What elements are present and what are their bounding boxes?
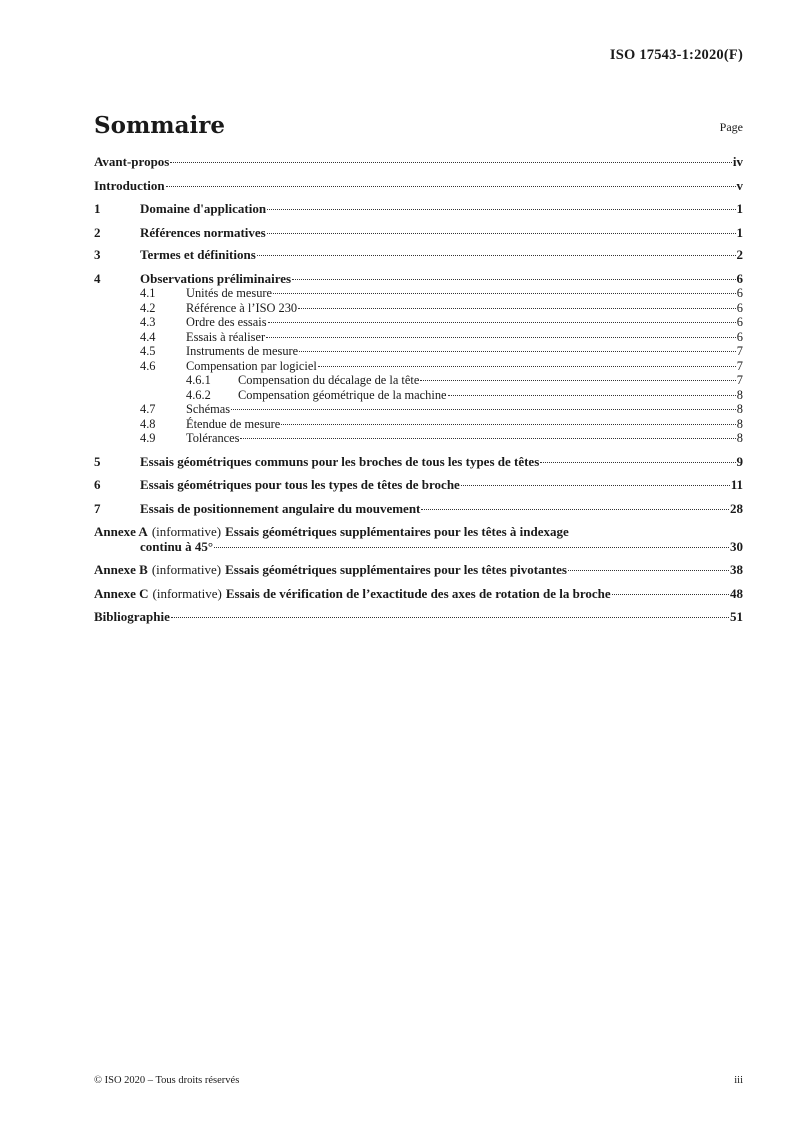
table-of-contents xyxy=(94,155,743,625)
toc-entry-title: Compensation géométrique de la machine xyxy=(238,387,447,402)
toc-entry[interactable] xyxy=(94,344,743,359)
toc-entry-page: 7 xyxy=(736,358,743,373)
dot-leader xyxy=(214,547,729,548)
toc-entry-page: 9 xyxy=(736,453,743,469)
toc-entry-title: Introduction xyxy=(94,177,165,193)
dot-leader xyxy=(299,351,736,352)
dot-leader xyxy=(257,255,736,256)
toc-entry-page: 11 xyxy=(730,477,743,492)
dot-leader xyxy=(568,570,729,571)
toc-entry-number: 4.5 xyxy=(140,344,156,358)
toc-entry-page: 8 xyxy=(736,387,743,402)
dot-leader xyxy=(231,409,736,410)
toc-entry[interactable] xyxy=(94,373,743,388)
toc-entry-page: 8 xyxy=(736,402,743,416)
toc-entry-number: 3 xyxy=(94,247,101,262)
annex-qualifier: (informative) xyxy=(152,585,222,601)
toc-entry-number: 4.4 xyxy=(140,329,156,344)
annex-qualifier: (informative) xyxy=(151,562,222,577)
toc-entry-title: Domaine d'application xyxy=(140,201,267,216)
page-column-label: Page xyxy=(719,120,743,134)
toc-entry-title: Références normatives xyxy=(140,224,266,240)
toc-title: Sommaire xyxy=(94,112,226,139)
toc-entry-title: Ordre des essais xyxy=(186,315,267,329)
toc-entry-page: 1 xyxy=(736,224,743,240)
dot-leader xyxy=(461,485,730,486)
annex-title: Essais géométriques supplémentaires pour les têtes à indexage xyxy=(225,524,569,539)
dot-leader xyxy=(267,209,735,210)
toc-entry-page: 6 xyxy=(736,286,743,300)
toc-entry[interactable] xyxy=(94,455,743,470)
bibliography-page: 51 xyxy=(730,609,743,624)
toc-entry[interactable] xyxy=(94,226,743,241)
toc-entry-title: Compensation par logiciel xyxy=(186,358,317,373)
dot-leader xyxy=(170,162,732,163)
toc-entry[interactable] xyxy=(94,478,743,493)
toc-entry[interactable] xyxy=(94,402,743,417)
toc-annex-entry[interactable] xyxy=(94,587,743,602)
toc-entry-page: 7 xyxy=(736,373,743,387)
annex-label: Annexe C xyxy=(94,585,149,601)
annex-page: 30 xyxy=(730,538,743,554)
dot-leader xyxy=(281,424,736,425)
dot-leader xyxy=(273,293,736,294)
toc-entry-number: 4.6.1 xyxy=(186,373,211,387)
toc-entry-title: Observations préliminaires xyxy=(140,270,292,286)
toc-entry-number: 4.8 xyxy=(140,416,156,431)
toc-entry-page: v xyxy=(736,177,743,193)
annex-qualifier: (informative) xyxy=(151,524,222,539)
toc-entry-title: Essais à réaliser xyxy=(186,329,266,344)
annex-page: 48 xyxy=(730,585,743,601)
annex-page: 38 xyxy=(730,562,743,577)
dot-leader xyxy=(267,233,736,234)
toc-entry-number: 4.6.2 xyxy=(186,387,211,402)
toc-entry-number: 4.3 xyxy=(140,315,156,329)
annex-title: Essais géométriques supplémentaires pour les têtes pivotantes xyxy=(225,562,567,577)
annex-label: Annexe A xyxy=(94,524,148,539)
toc-entry-title: Unités de mesure xyxy=(186,286,273,300)
toc-annex-entry[interactable] xyxy=(94,563,743,578)
toc-entry-title: Étendue de mesure xyxy=(186,416,281,431)
dot-leader xyxy=(292,279,735,280)
toc-entry-title: Instruments de mesure xyxy=(186,344,299,358)
dot-leader xyxy=(420,380,735,381)
toc-entry-page: 28 xyxy=(730,500,743,516)
toc-entry-page: 8 xyxy=(736,431,743,445)
toc-entry-page: 6 xyxy=(736,270,743,286)
toc-entry[interactable] xyxy=(94,502,743,517)
toc-entry[interactable] xyxy=(94,155,743,170)
toc-entry[interactable] xyxy=(94,202,743,217)
toc-entry[interactable] xyxy=(94,301,743,316)
dot-leader xyxy=(268,322,736,323)
toc-entry[interactable] xyxy=(94,272,743,287)
toc-entry-title: Termes et définitions xyxy=(140,247,256,262)
toc-entry[interactable] xyxy=(94,417,743,432)
annex-label: Annexe B xyxy=(94,562,148,577)
toc-entry[interactable] xyxy=(94,388,743,403)
toc-entry[interactable] xyxy=(94,315,743,330)
toc-entry-title: Tolérances xyxy=(186,431,240,445)
toc-entry-title: Essais géométriques pour tous les types de têtes de broche xyxy=(140,477,460,492)
dot-leader xyxy=(612,594,729,595)
toc-entry-title: Essais géométriques communs pour les broches de tous les types de têtes xyxy=(140,453,540,469)
toc-entry[interactable] xyxy=(94,248,743,263)
toc-entry-number: 4.2 xyxy=(140,300,156,315)
dot-leader xyxy=(171,617,729,618)
toc-annex-entry[interactable] xyxy=(94,525,743,554)
toc-bibliography[interactable] xyxy=(94,610,743,625)
footer-copyright: © ISO 2020 – Tous droits réservés xyxy=(94,1075,240,1086)
toc-entry-number: 4.1 xyxy=(140,286,156,300)
toc-entry[interactable] xyxy=(94,179,743,194)
dot-leader xyxy=(318,366,736,367)
toc-entry-page: 6 xyxy=(736,300,743,315)
dot-leader xyxy=(448,395,736,396)
dot-leader xyxy=(540,462,735,463)
toc-entry[interactable] xyxy=(94,431,743,446)
toc-entry-number: 4.6 xyxy=(140,358,156,373)
toc-entry-page: 2 xyxy=(736,247,743,262)
toc-entry-page: 8 xyxy=(736,416,743,431)
toc-entry-page: 7 xyxy=(736,344,743,358)
toc-entry-number: 6 xyxy=(94,477,101,492)
dot-leader xyxy=(266,337,736,338)
toc-entry-number: 4.9 xyxy=(140,431,156,445)
toc-entry-number: 5 xyxy=(94,453,101,469)
toc-entry-title: Référence à l’ISO 230 xyxy=(186,300,298,315)
toc-entry-title: Essais de positionnement angulaire du mouvement xyxy=(140,500,421,516)
dot-leader xyxy=(166,186,736,187)
toc-entry-page: 6 xyxy=(736,315,743,329)
toc-entry-title: Avant-propos xyxy=(94,154,170,169)
toc-entry[interactable] xyxy=(94,286,743,301)
dot-leader xyxy=(421,509,729,510)
toc-entry-title: Compensation du décalage de la tête xyxy=(238,373,420,387)
toc-entry-page: iv xyxy=(732,154,743,169)
toc-entry-number: 2 xyxy=(94,224,101,240)
toc-entry[interactable] xyxy=(94,330,743,345)
toc-entry-number: 7 xyxy=(94,500,101,516)
standard-identifier: ISO 17543-1:2020(F) xyxy=(609,47,743,63)
dot-leader xyxy=(298,308,736,309)
toc-entry-number: 4.7 xyxy=(140,402,156,416)
annex-title-continued: continu à 45° xyxy=(140,538,214,554)
bibliography-title: Bibliographie xyxy=(94,609,170,624)
toc-entry-number: 4 xyxy=(94,270,101,286)
dot-leader xyxy=(240,438,735,439)
footer-page-number: iii xyxy=(734,1075,743,1086)
toc-entry-title: Schémas xyxy=(186,402,231,416)
toc-entry-number: 1 xyxy=(94,201,101,216)
toc-entry-page: 1 xyxy=(736,201,743,216)
toc-entry[interactable] xyxy=(94,359,743,374)
annex-title: Essais de vérification de l’exactitude des axes de rotation de la broche xyxy=(225,585,611,601)
toc-entry-page: 6 xyxy=(736,329,743,344)
